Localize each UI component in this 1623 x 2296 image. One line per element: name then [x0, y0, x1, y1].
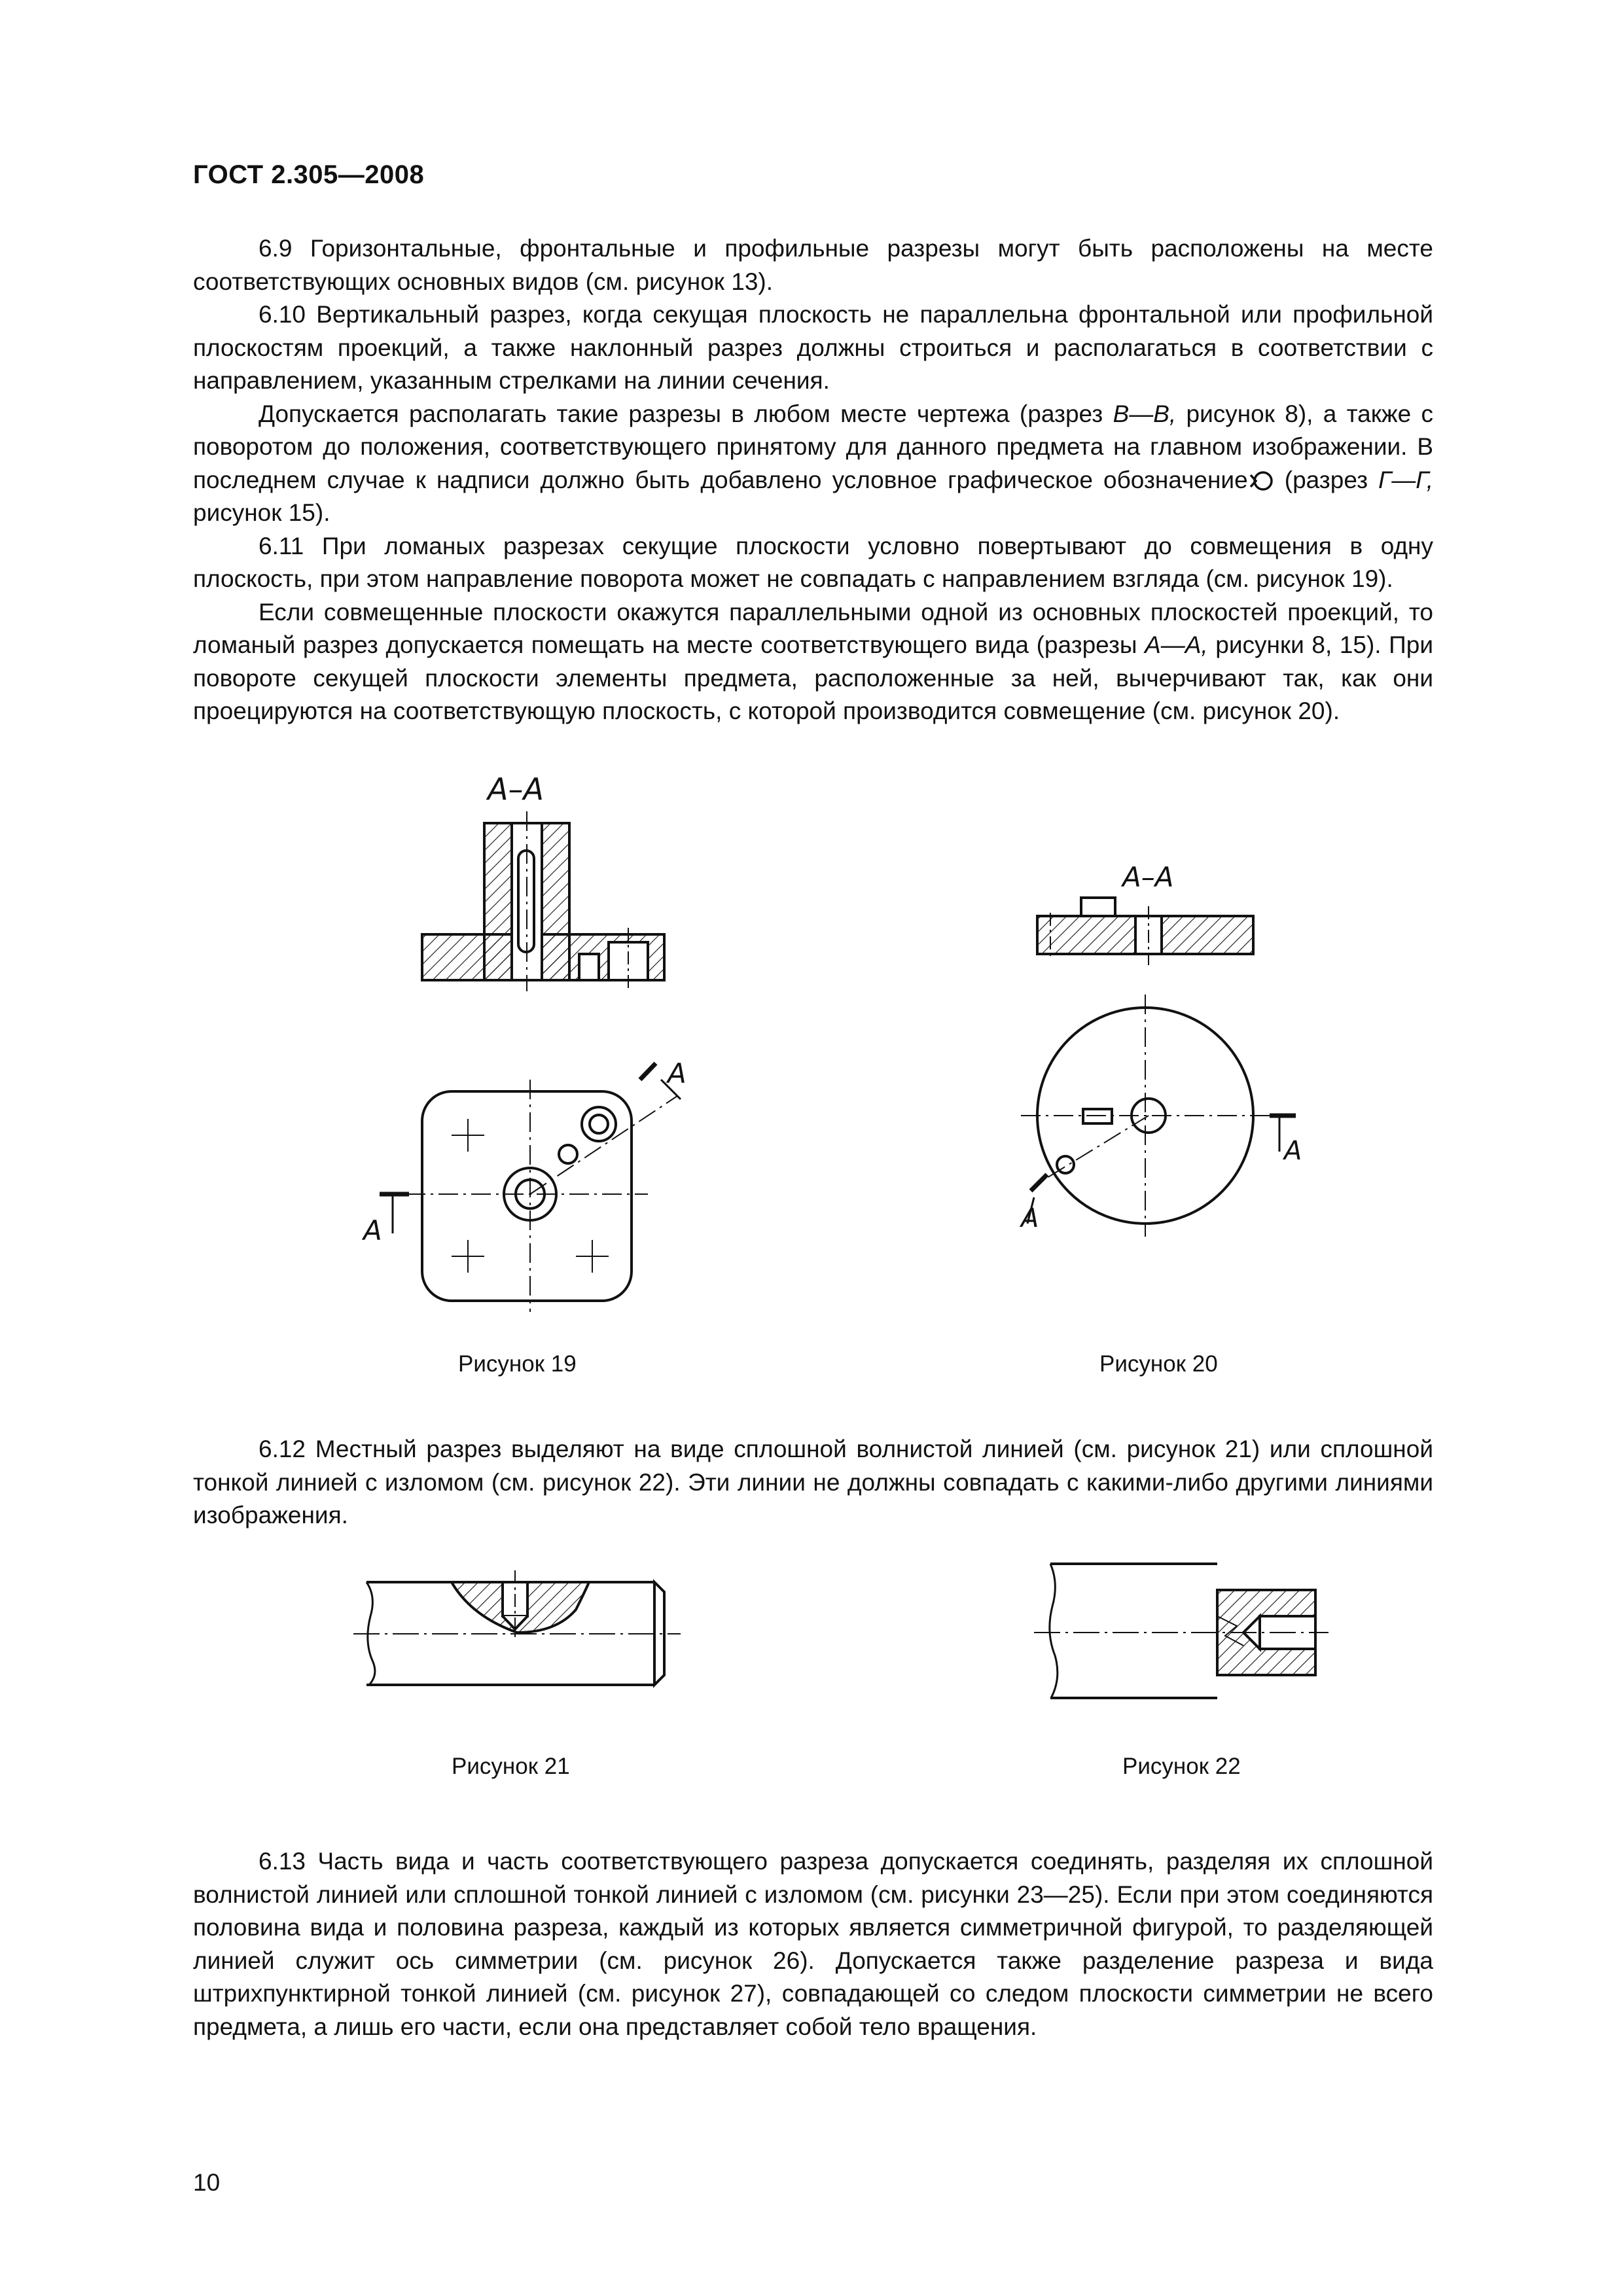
fig20-cut-label-right: А [1284, 1136, 1302, 1166]
fig19-section-label: А–А [488, 771, 544, 807]
fig20-section-label: А–А [1122, 861, 1174, 893]
section-ref: Г—Г, [1378, 466, 1433, 493]
document-header: ГОСТ 2.305—2008 [193, 160, 425, 189]
paragraph-6-10: 6.10 Вертикальный разрез, когда секущая плоскость не параллельна фронтальной или профильной плоскостям проекций, а также наклонный разрез должны строиться и располагаться в соответствии с направлением, указанным стрелками на линии сечения. [193, 301, 1433, 394]
fig19-plan-view [380, 1063, 681, 1312]
fig22-shaft-view [1034, 1564, 1329, 1698]
text-fragment: рисунки 8, 15). При повороте секущей плоскости элементы предмета, расположенные за ней, вычерчивают так, как они проецируются на соответствующую плоскость, с которой производится совмещение (см. рисунок 20). [193, 631, 1433, 724]
fig20-caption: Рисунок 20 [1099, 1351, 1218, 1377]
text-fragment: Допускается располагать такие разрезы в любом месте чертежа (разрез [259, 400, 1113, 427]
paragraph-6-12: 6.12 Местный разрез выделяют на виде сплошной волнистой линией (см. рисунок 21) или сплошной тонкой линией с изломом (см. рисунок 22). Эти линии не должны совпадать с какими-либо другими линиями изображения. [193, 1436, 1433, 1528]
text-block-middle [193, 1433, 1433, 1532]
fig20-cut-label-bottom: А [1021, 1203, 1039, 1233]
fig19-caption: Рисунок 19 [458, 1351, 577, 1377]
fig20-plan-view [1021, 995, 1296, 1237]
paragraph-6-11: 6.11 При ломаных разрезах секущие плоскости условно повертывают до совмещения в одну плоскость, при этом направление поворота может не совпадать с направлением взгляда (см. рисунок 19). [193, 532, 1433, 592]
section-ref: А—А, [1145, 631, 1208, 658]
text-block-bottom [193, 1845, 1433, 2043]
fig22-caption: Рисунок 22 [1122, 1754, 1241, 1779]
section-ref: В—В, [1113, 400, 1177, 427]
fig20-section-view [1037, 898, 1253, 965]
paragraph-6-13: 6.13 Часть вида и часть соответствующего разреза допускается соединять, разделяя их сплошной волнистой линией или сплошной тонкой линией с изломом (см. рисунки 23—25). Если при этом соединяются половина вида и половина разреза, каждый из которых является симметричной фигурой, то разделяющей линией служит ось симметрии (см. рисунок 26). Допускается также разделение разреза и вида штрихпунктирной тонкой линией (см. рисунок 27), совпадающей со следом плоскости симметрии не всего предмета, а лишь его части, если она представляет собой тело вращения. [193, 1848, 1433, 2040]
text-fragment: рисунок 8), а также с поворотом до положения, соответствующего принятому для данного предмета на главном изображении. В последнем случае к надписи должно быть добавлено условное графическое обозначение [193, 400, 1433, 493]
text-fragment: Если совмещенные плоскости окажутся параллельными одной из основных плоскостей проекций, то ломаный разрез допускается помещать на месте соответствующего вида (разрезы [193, 598, 1433, 658]
paragraph-6-9: 6.9 Горизонтальные, фронтальные и профильные разрезы могут быть расположены на месте соответствующих основных видов (см. рисунок 13). [193, 235, 1433, 295]
text-fragment: рисунок 15). [193, 499, 330, 526]
fig21-shaft-view [353, 1570, 681, 1685]
fig21-caption: Рисунок 21 [452, 1754, 570, 1779]
fig19-section-view [422, 811, 664, 991]
fig19-cut-label-top: А [668, 1057, 687, 1089]
page-number: 10 [193, 2169, 221, 2196]
text-fragment: (разрез [1274, 466, 1379, 493]
fig19-cut-label-left: А [363, 1214, 382, 1246]
